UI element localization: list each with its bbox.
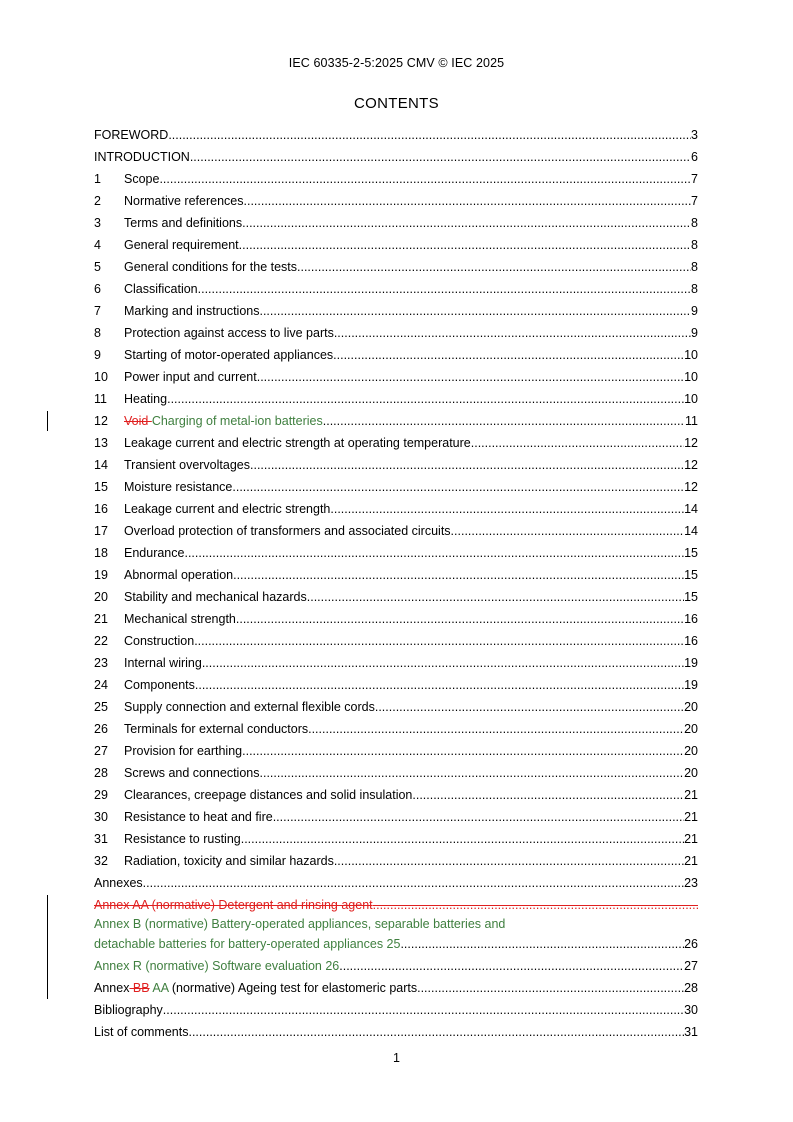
toc-page-number: 26 bbox=[684, 937, 698, 951]
toc-leader bbox=[471, 432, 684, 454]
toc-leader bbox=[250, 454, 684, 476]
toc-entry-introduction[interactable] bbox=[94, 146, 698, 168]
toc-page-number: 6 bbox=[691, 150, 698, 164]
toc-entry-clause-32[interactable] bbox=[94, 850, 698, 872]
toc-leader bbox=[143, 872, 684, 894]
toc-page-number: 12 bbox=[684, 458, 698, 472]
toc-entry-bibliography[interactable] bbox=[94, 999, 698, 1021]
clause-number: 12 bbox=[94, 414, 108, 428]
toc-entry-clause-15[interactable] bbox=[94, 476, 698, 498]
toc-leader bbox=[339, 955, 684, 977]
toc-page-number: 21 bbox=[684, 788, 698, 802]
toc-entry-clause-24[interactable] bbox=[94, 674, 698, 696]
toc-entry-clause-28[interactable] bbox=[94, 762, 698, 784]
toc-leader bbox=[260, 762, 685, 784]
clause-title bbox=[124, 410, 323, 432]
toc-entry-clause-19[interactable] bbox=[94, 564, 698, 586]
table-of-contents bbox=[94, 124, 698, 1043]
toc-entry-label: Bibliography bbox=[94, 1003, 163, 1017]
clause-number: 20 bbox=[94, 590, 108, 604]
toc-page-number: 20 bbox=[684, 700, 698, 714]
toc-page-number: 19 bbox=[684, 656, 698, 670]
toc-leader bbox=[417, 977, 684, 999]
clause-number: 5 bbox=[94, 260, 101, 274]
clause-number: 9 bbox=[94, 348, 101, 362]
toc-entry-annex-aa[interactable] bbox=[94, 977, 698, 999]
toc-entry-label: INTRODUCTION bbox=[94, 150, 190, 164]
page-header: IEC 60335-2-5:2025 CMV © IEC 2025 bbox=[288, 56, 505, 70]
clause-title: Scope bbox=[124, 172, 160, 186]
toc-leader bbox=[195, 674, 684, 696]
clause-title: Clearances, creepage distances and solid insulation bbox=[124, 788, 413, 802]
toc-leader bbox=[334, 850, 684, 872]
annex-prefix: Annex bbox=[94, 981, 130, 995]
clause-title: Terminals for external conductors bbox=[124, 722, 309, 736]
clause-title: Internal wiring bbox=[124, 656, 202, 670]
toc-page-number: 31 bbox=[684, 1025, 698, 1039]
toc-entry-clause-27[interactable] bbox=[94, 740, 698, 762]
clause-title: Terms and definitions bbox=[124, 216, 243, 230]
toc-entry-clause-26[interactable] bbox=[94, 718, 698, 740]
clause-title: Endurance bbox=[124, 546, 185, 560]
clause-title: Transient overvoltages bbox=[124, 458, 250, 472]
clause-title: Overload protection of transformers and associated circuits bbox=[124, 524, 451, 538]
toc-entry-clause-14[interactable] bbox=[94, 454, 698, 476]
toc-entry-label bbox=[94, 977, 417, 999]
clause-title: Normative references bbox=[124, 194, 244, 208]
toc-leader bbox=[308, 718, 684, 740]
clause-title: Leakage current and electric strength bbox=[124, 502, 331, 516]
toc-leader bbox=[297, 256, 691, 278]
toc-entry-clause-21[interactable] bbox=[94, 608, 698, 630]
toc-entry-clause-25[interactable] bbox=[94, 696, 698, 718]
toc-entry-clause-1[interactable] bbox=[94, 168, 698, 190]
toc-entry-clause-23[interactable] bbox=[94, 652, 698, 674]
toc-page-number: 9 bbox=[691, 304, 698, 318]
clause-number: 22 bbox=[94, 634, 108, 648]
toc-leader bbox=[233, 564, 684, 586]
toc-page-number: 12 bbox=[684, 436, 698, 450]
toc-page-number: 10 bbox=[684, 348, 698, 362]
toc-entry-clause-13[interactable] bbox=[94, 432, 698, 454]
clause-number: 25 bbox=[94, 700, 108, 714]
toc-page-number: 27 bbox=[684, 959, 698, 973]
toc-page-number: 23 bbox=[684, 876, 698, 890]
toc-page-number: 7 bbox=[691, 172, 698, 186]
clause-title: Screws and connections bbox=[124, 766, 260, 780]
clause-title: Mechanical strength bbox=[124, 612, 236, 626]
clause-number: 7 bbox=[94, 304, 101, 318]
page-title: CONTENTS bbox=[354, 95, 439, 112]
toc-page-number: 16 bbox=[684, 612, 698, 626]
toc-page-number: 8 bbox=[691, 238, 698, 252]
clause-number: 13 bbox=[94, 436, 108, 450]
clause-number: 32 bbox=[94, 854, 108, 868]
toc-page-number: 16 bbox=[684, 634, 698, 648]
clause-number: 30 bbox=[94, 810, 108, 824]
toc-leader bbox=[163, 999, 684, 1021]
toc-entry-clause-2[interactable] bbox=[94, 190, 698, 212]
toc-page-number: 9 bbox=[691, 326, 698, 340]
clause-number: 31 bbox=[94, 832, 108, 846]
toc-entry-foreword[interactable] bbox=[94, 124, 698, 146]
clause-number: 14 bbox=[94, 458, 108, 472]
toc-page-number: 15 bbox=[684, 568, 698, 582]
toc-page-number: 15 bbox=[684, 546, 698, 560]
toc-leader bbox=[242, 740, 684, 762]
toc-page-number: 7 bbox=[691, 194, 698, 208]
toc-leader bbox=[198, 278, 691, 300]
deleted-text: BB bbox=[129, 981, 150, 995]
toc-entry-clause-12[interactable] bbox=[94, 410, 698, 432]
toc-leader bbox=[375, 696, 684, 718]
clause-title: Stability and mechanical hazards bbox=[124, 590, 307, 604]
toc-entry-list-of-comments[interactable] bbox=[94, 1021, 698, 1043]
clause-number: 23 bbox=[94, 656, 108, 670]
toc-page-number: 10 bbox=[684, 370, 698, 384]
toc-leader bbox=[273, 806, 684, 828]
toc-page-number: 21 bbox=[684, 810, 698, 824]
toc-entry-annex-b[interactable] bbox=[94, 916, 698, 955]
clause-number: 18 bbox=[94, 546, 108, 560]
toc-entry-annex-r[interactable] bbox=[94, 955, 698, 977]
toc-leader bbox=[159, 168, 691, 190]
toc-entry-annex-aa-deleted[interactable] bbox=[94, 894, 698, 916]
toc-leader bbox=[373, 894, 698, 916]
toc-entry-clause-22[interactable] bbox=[94, 630, 698, 652]
clause-number: 11 bbox=[94, 392, 107, 406]
toc-leader bbox=[239, 234, 691, 256]
clause-number: 6 bbox=[94, 282, 101, 296]
toc-leader bbox=[184, 542, 684, 564]
toc-leader bbox=[190, 146, 691, 168]
toc-entry-clause-7[interactable] bbox=[94, 300, 698, 322]
toc-leader bbox=[242, 212, 691, 234]
clause-number: 10 bbox=[94, 370, 108, 384]
toc-entry-label: List of comments bbox=[94, 1025, 189, 1039]
clause-title: Moisture resistance bbox=[124, 480, 233, 494]
clause-number: 8 bbox=[94, 326, 101, 340]
clause-title: General conditions for the tests bbox=[124, 260, 298, 274]
toc-leader bbox=[307, 586, 684, 608]
clause-number: 1 bbox=[94, 172, 101, 186]
toc-entry-clause-29[interactable] bbox=[94, 784, 698, 806]
page-number: 1 bbox=[393, 1051, 400, 1065]
clause-title: Supply connection and external flexible cords bbox=[124, 700, 375, 714]
toc-leader bbox=[257, 366, 684, 388]
toc-page-number: 8 bbox=[691, 260, 698, 274]
toc-entry-clause-11[interactable] bbox=[94, 388, 698, 410]
toc-entry-clause-20[interactable] bbox=[94, 586, 698, 608]
toc-leader bbox=[188, 1021, 684, 1043]
toc-leader bbox=[168, 124, 691, 146]
toc-page-number: 14 bbox=[684, 524, 698, 538]
clause-title: Construction bbox=[124, 634, 195, 648]
clause-number: 19 bbox=[94, 568, 108, 582]
clause-number: 26 bbox=[94, 722, 108, 736]
clause-title: Starting of motor-operated appliances bbox=[124, 348, 334, 362]
clause-number: 27 bbox=[94, 744, 108, 758]
toc-leader bbox=[167, 388, 684, 410]
deleted-annex-label: Annex AA (normative) Detergent and rinsing agent bbox=[94, 898, 373, 912]
clause-title: Provision for earthing bbox=[124, 744, 243, 758]
toc-entry-clause-4[interactable] bbox=[94, 234, 698, 256]
toc-entry-clause-10[interactable] bbox=[94, 366, 698, 388]
toc-page-number: 15 bbox=[684, 590, 698, 604]
toc-entry-clause-9[interactable] bbox=[94, 344, 698, 366]
annex-b-title-line2: detachable batteries for battery-operated appliances 25 bbox=[94, 937, 401, 951]
toc-entry-clause-5[interactable] bbox=[94, 256, 698, 278]
clause-title: Protection against access to live parts bbox=[124, 326, 334, 340]
clause-number: 24 bbox=[94, 678, 108, 692]
clause-title: Abnormal operation bbox=[124, 568, 234, 582]
toc-page-number: 3 bbox=[691, 128, 698, 142]
toc-leader bbox=[194, 630, 684, 652]
clause-title: Radiation, toxicity and similar hazards bbox=[124, 854, 334, 868]
toc-page-number: 19 bbox=[684, 678, 698, 692]
toc-entry-clause-16[interactable] bbox=[94, 498, 698, 520]
toc-entry-clause-17[interactable] bbox=[94, 520, 698, 542]
change-bar bbox=[47, 895, 48, 999]
toc-page-number: 30 bbox=[684, 1003, 698, 1017]
toc-page-number: 11 bbox=[685, 414, 698, 428]
clause-number: 28 bbox=[94, 766, 108, 780]
annex-title: (normative) Ageing test for elastomeric parts bbox=[168, 981, 418, 995]
inserted-text: Charging of metal-ion batteries bbox=[151, 414, 323, 428]
toc-leader bbox=[334, 322, 691, 344]
toc-leader bbox=[330, 498, 684, 520]
toc-entry-clause-3[interactable] bbox=[94, 212, 698, 234]
toc-entry-clause-31[interactable] bbox=[94, 828, 698, 850]
toc-page-number: 28 bbox=[684, 981, 698, 995]
toc-leader bbox=[412, 784, 684, 806]
toc-leader bbox=[259, 300, 691, 322]
clause-title: Heating bbox=[124, 392, 168, 406]
toc-leader bbox=[333, 344, 684, 366]
clause-title: Resistance to heat and fire bbox=[124, 810, 273, 824]
toc-entry-label: Annexes bbox=[94, 876, 143, 890]
clause-number: 21 bbox=[94, 612, 108, 626]
toc-page-number: 20 bbox=[684, 766, 698, 780]
clause-title: Marking and instructions bbox=[124, 304, 260, 318]
clause-number: 3 bbox=[94, 216, 101, 230]
clause-list bbox=[94, 168, 698, 872]
toc-leader bbox=[244, 190, 692, 212]
deleted-text: Void bbox=[124, 414, 152, 428]
clause-number: 29 bbox=[94, 788, 108, 802]
toc-page-number: 14 bbox=[684, 502, 698, 516]
clause-number: 2 bbox=[94, 194, 101, 208]
toc-leader bbox=[451, 520, 685, 542]
toc-page-number: 8 bbox=[691, 216, 698, 230]
toc-leader bbox=[400, 933, 684, 955]
annex-b-title-line1: Annex B (normative) Battery-operated appliances, separable batteries and bbox=[94, 917, 506, 931]
toc-leader bbox=[323, 410, 685, 432]
clause-title: Components bbox=[124, 678, 195, 692]
clause-number: 15 bbox=[94, 480, 108, 494]
toc-entry-label: FOREWORD bbox=[94, 128, 169, 142]
clause-number: 4 bbox=[94, 238, 101, 252]
toc-page-number: 8 bbox=[691, 282, 698, 296]
toc-entry-clause-18[interactable] bbox=[94, 542, 698, 564]
toc-entry-clause-8[interactable] bbox=[94, 322, 698, 344]
clause-title: Resistance to rusting bbox=[124, 832, 241, 846]
clause-title: General requirement bbox=[124, 238, 239, 252]
toc-leader bbox=[236, 608, 684, 630]
toc-leader bbox=[232, 476, 684, 498]
toc-page-number: 21 bbox=[684, 832, 698, 846]
toc-page-number: 10 bbox=[684, 392, 698, 406]
clause-number: 17 bbox=[94, 524, 108, 538]
toc-page-number: 12 bbox=[684, 480, 698, 494]
clause-title: Power input and current bbox=[124, 370, 257, 384]
toc-entry-clause-6[interactable] bbox=[94, 278, 698, 300]
toc-page-number: 20 bbox=[684, 722, 698, 736]
toc-leader bbox=[202, 652, 684, 674]
clause-title: Leakage current and electric strength at operating temperature bbox=[124, 436, 471, 450]
clause-title: Classification bbox=[124, 282, 198, 296]
inserted-text: AA bbox=[149, 981, 169, 995]
clause-number: 16 bbox=[94, 502, 108, 516]
change-bar bbox=[47, 411, 48, 431]
toc-leader bbox=[241, 828, 684, 850]
toc-page-number: 20 bbox=[684, 744, 698, 758]
annex-r-label: Annex R (normative) Software evaluation 26 bbox=[94, 959, 340, 973]
toc-page-number: 21 bbox=[684, 854, 698, 868]
toc-entry-annexes[interactable] bbox=[94, 872, 698, 894]
toc-entry-clause-30[interactable] bbox=[94, 806, 698, 828]
